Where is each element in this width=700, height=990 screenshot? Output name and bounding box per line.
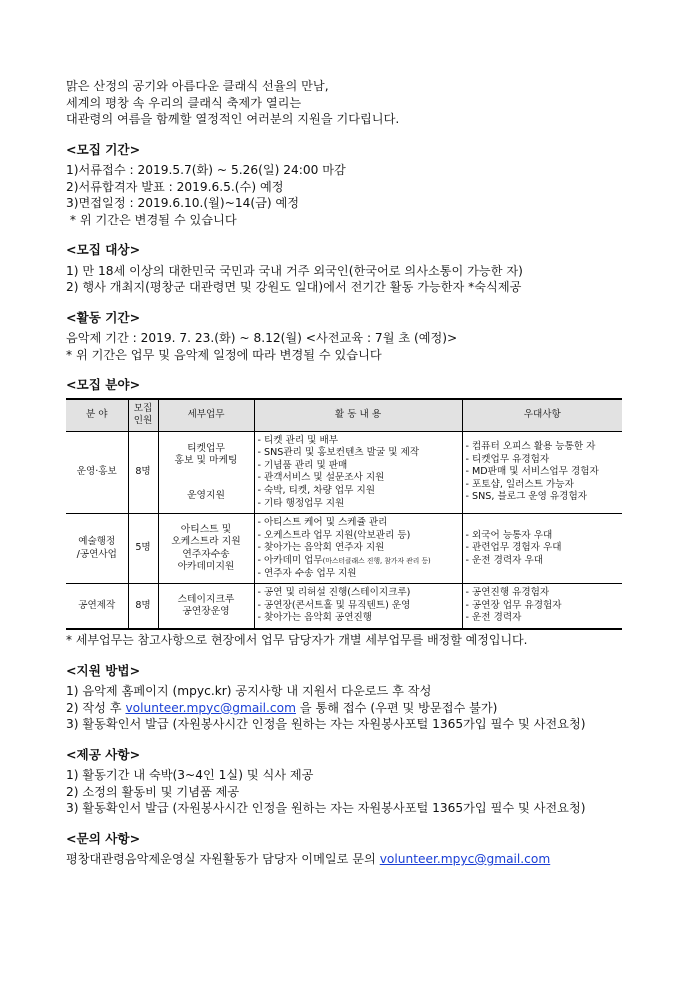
duty-item: 아티스트 및 bbox=[180, 523, 232, 535]
preference-item: - 운전 경력자 bbox=[465, 612, 522, 624]
period-line: 1)서류접수 : 2019.5.7(화) ~ 5.26(일) 24:00 마감 bbox=[66, 163, 346, 177]
section-heading: <활동 기간> bbox=[66, 309, 141, 325]
target-line: 1) 만 18세 이상의 대한민국 국민과 국내 거주 외국인(한국어로 의사소통이 가능한 자) bbox=[66, 263, 523, 278]
apply-line-suffix: 을 통해 접수 (우편 및 방문접수 불가) bbox=[295, 700, 498, 715]
provide-line: 2) 소정의 활동비 및 기념품 제공 bbox=[66, 784, 240, 799]
preference-item: - 관련업무 경험자 우대 bbox=[465, 542, 562, 554]
activity-item-detail: (마스터클래스 진행, 참가자 관리 등) bbox=[322, 557, 431, 566]
table-row bbox=[66, 584, 622, 629]
duty-item: 오케스트라 지원 bbox=[171, 536, 241, 548]
table-row bbox=[66, 514, 622, 584]
section-heading: <문의 사항> bbox=[66, 830, 141, 846]
intro-paragraph bbox=[66, 78, 646, 128]
header-activities: 활 동 내 용 bbox=[254, 399, 462, 432]
activity-item: - 찾아가는 음악회 공연진행 bbox=[257, 612, 373, 624]
section-heading: <제공 사항> bbox=[66, 746, 141, 762]
preferences-cell bbox=[462, 514, 622, 584]
contact-email-link[interactable]: volunteer.mpyc@gmail.com bbox=[379, 852, 551, 866]
section-heading: <모집 기간> bbox=[66, 141, 141, 157]
recruit-fields-section bbox=[66, 377, 646, 649]
contact-section bbox=[66, 831, 646, 868]
section-heading: <모집 대상> bbox=[66, 242, 141, 257]
preference-item: - 공연장 업무 유경험자 bbox=[465, 599, 562, 611]
contact-text: 평창대관령음악제운영실 자원활동가 담당자 이메일로 문의 bbox=[66, 852, 380, 866]
contact-line bbox=[66, 851, 646, 868]
document-body bbox=[66, 78, 646, 868]
count-cell: 8명 bbox=[128, 431, 158, 514]
header-count-bottom: 인원 bbox=[133, 415, 153, 427]
activity-item: - 기념품 관리 및 판매 bbox=[257, 459, 348, 471]
intro-line: 맑은 산정의 공기와 아름다운 클래식 선율의 만남, bbox=[66, 79, 329, 93]
header-count-top: 모집 bbox=[133, 402, 153, 414]
activity-item: - 숙박, 티켓, 차량 업무 지원 bbox=[257, 485, 375, 497]
preference-item: - 포토샵, 일러스트 가능자 bbox=[465, 478, 574, 490]
section-heading: <모집 분야> bbox=[66, 377, 141, 392]
email-link[interactable]: volunteer.mpyc@gmail.com bbox=[125, 700, 296, 715]
period-line: 2)서류합격자 발표 : 2019.6.5.(수) 예정 bbox=[66, 179, 284, 194]
recruit-target-section bbox=[66, 242, 646, 296]
period-line: 3)면접일정 : 2019.6.10.(월)~14(금) 예정 bbox=[66, 196, 300, 210]
table-header-row bbox=[66, 399, 622, 432]
activity-period-section bbox=[66, 310, 646, 364]
intro-line: 세계의 평창 속 우리의 클래식 축제가 열리는 bbox=[66, 95, 302, 110]
section-heading: <지원 방법> bbox=[66, 662, 141, 678]
area-line: 예술행정 bbox=[78, 536, 116, 548]
area-line: /공연사업 bbox=[76, 548, 117, 560]
activity-item: - 공연 및 리허설 진행(스테이지크루) bbox=[257, 587, 411, 599]
activity-note: * 위 기간은 업무 및 음악제 일정에 따라 변경될 수 있습니다 bbox=[66, 347, 382, 362]
preference-item: - SNS, 블로그 운영 유경험자 bbox=[465, 491, 587, 503]
apply-line: 1) 음악제 홈페이지 (mpyc.kr) 공지사항 내 지원서 다운로드 후 작성 bbox=[66, 684, 432, 698]
duty-item: 운영지원 bbox=[187, 489, 225, 501]
provide-line: 1) 활동기간 내 숙박(3~4인 1실) 및 식사 제공 bbox=[66, 768, 314, 782]
activity-item-text: - 아카데미 업무 bbox=[257, 555, 323, 567]
area-cell: 운영·홍보 bbox=[66, 431, 128, 514]
header-preferences: 우대사항 bbox=[462, 399, 622, 432]
activity-item: - 관객서비스 및 설문조사 지원 bbox=[257, 472, 385, 484]
preference-item: - 외국어 능통자 우대 bbox=[465, 529, 553, 541]
duty-item: 연주자수송 bbox=[182, 548, 230, 560]
preference-item: - 티켓업무 유경험자 bbox=[465, 453, 550, 465]
area-cell: 공연제작 bbox=[66, 584, 128, 629]
header-area: 분 야 bbox=[66, 399, 128, 432]
header-count bbox=[128, 399, 158, 432]
duty-item: 스테이지크루 bbox=[177, 593, 235, 605]
activity-item: - 티켓 관리 및 배부 bbox=[257, 434, 339, 446]
provide-line: 3) 활동확인서 발급 (자원봉사시간 인정을 원하는 자는 자원봉사포털 1365가입 필수 및 사전요청) bbox=[66, 801, 586, 815]
apply-method-section bbox=[66, 663, 646, 733]
activity-item: - 공연장(콘서트홀 및 뮤직텐트) 운영 bbox=[257, 599, 411, 611]
area-cell bbox=[66, 514, 128, 584]
duty-item: 홍보 및 마케팅 bbox=[174, 455, 238, 467]
activity-item: - 찾아가는 음악회 연주자 지원 bbox=[257, 542, 385, 554]
apply-line-prefix: 2) 작성 후 bbox=[66, 700, 126, 715]
activities-cell bbox=[254, 431, 462, 514]
duty-spacer bbox=[162, 468, 251, 490]
provided-section bbox=[66, 747, 646, 817]
duty-item: 공연장운영 bbox=[182, 606, 230, 618]
recruit-period-section bbox=[66, 142, 646, 229]
duty-item: 티켓업무 bbox=[187, 442, 225, 454]
preferences-cell bbox=[462, 431, 622, 514]
activity-item: - 연주자 수송 업무 지원 bbox=[257, 567, 357, 579]
count-cell: 5명 bbox=[128, 514, 158, 584]
duties-cell bbox=[158, 431, 254, 514]
preference-item: - 운전 경력자 우대 bbox=[465, 555, 543, 567]
activity-item: - 기타 행정업무 지원 bbox=[257, 497, 345, 509]
activity-item: - SNS관리 및 홍보컨텐츠 발굴 및 제작 bbox=[257, 447, 420, 459]
activity-item: - 오케스트라 업무 지원(악보관리 등) bbox=[257, 529, 411, 541]
count-cell: 8명 bbox=[128, 584, 158, 629]
activity-line: 음악제 기간 : 2019. 7. 23.(화) ~ 8.12(월) <사전교육 : 7월 초 (예정)> bbox=[66, 331, 458, 345]
preference-item: - MD판매 및 서비스업무 경험자 bbox=[465, 466, 599, 478]
activity-item: - 아티스트 케어 및 스케쥴 관리 bbox=[257, 517, 388, 529]
intro-line: 대관령의 여름을 함께할 열정적인 여러분의 지원을 기다립니다. bbox=[66, 112, 400, 126]
duties-cell bbox=[158, 584, 254, 629]
preference-item: - 컴퓨터 오피스 활용 능통한 자 bbox=[465, 440, 596, 452]
apply-line bbox=[66, 700, 646, 717]
preference-item: - 공연진행 유경험자 bbox=[465, 587, 550, 599]
activities-cell bbox=[254, 514, 462, 584]
header-duties: 세부업무 bbox=[158, 399, 254, 432]
activities-cell bbox=[254, 584, 462, 629]
duties-cell bbox=[158, 514, 254, 584]
fields-note: * 세부업무는 참고사항으로 현장에서 업무 담당자가 개별 세부업무를 배정할 예정입니다. bbox=[66, 633, 528, 647]
preferences-cell bbox=[462, 584, 622, 629]
target-line: 2) 행사 개최지(평창군 대관령면 및 강원도 일대)에서 전기간 활동 가능한자 *숙식제공 bbox=[66, 280, 522, 294]
duty-item: 아카데미지원 bbox=[177, 561, 235, 573]
table-row bbox=[66, 431, 622, 514]
period-note: * 위 기간은 변경될 수 있습니다 bbox=[66, 212, 237, 227]
apply-line: 3) 활동확인서 발급 (자원봉사시간 인정을 원하는 자는 자원봉사포털 1365가입 필수 및 사전요청) bbox=[66, 717, 586, 731]
fields-table bbox=[66, 398, 622, 631]
activity-item bbox=[258, 555, 459, 568]
